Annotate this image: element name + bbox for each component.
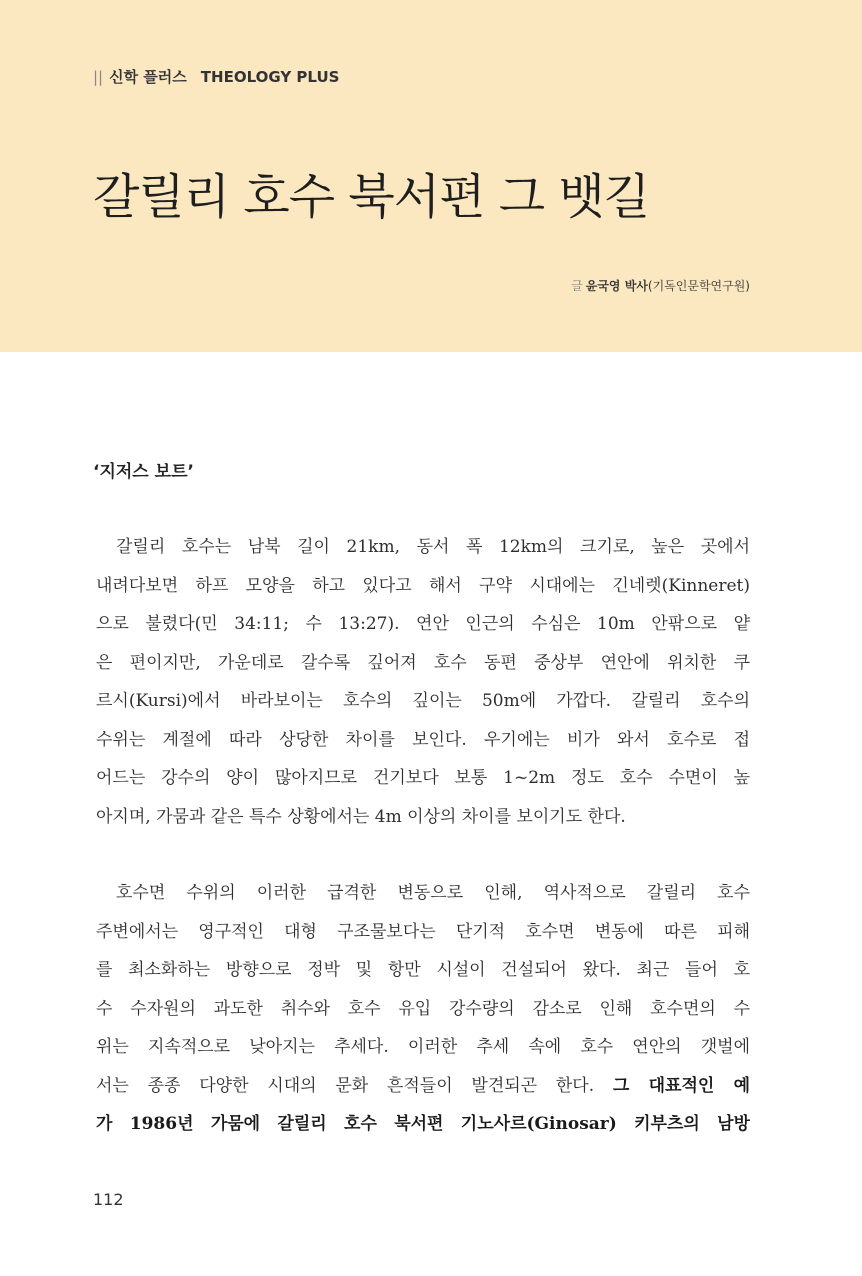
paragraph-text: 서는 종종 다양한 시대의 문화 흔적들이 발견되곤 한다. <box>96 1075 595 1096</box>
paragraph-line: 수 수자원의 과도한 취수와 호수 유입 강수량의 감소로 인해 호수면의 수 <box>96 998 750 1019</box>
author-affiliation: (기독인문학연구원) <box>647 279 750 293</box>
paragraph-line: 으로 불렸다(민 34:11; 수 13:27). 연안 인근의 수심은 10m 안팎으로 얕 <box>96 614 750 634</box>
emphasized-line: 가 1986년 가뭄에 갈릴리 호수 북서편 기노사르(Ginosar) 키부츠의 남방 <box>96 1114 750 1134</box>
section-name-ko: 신학 플러스 <box>109 68 187 86</box>
paragraph-line <box>96 1067 750 1106</box>
paragraph-line: 를 최소화하는 방향으로 정박 및 항만 시설이 건설되어 왔다. 최근 들어 호 <box>96 960 750 980</box>
author-name: 윤국영 박사 <box>585 279 648 293</box>
author-mark: 글 <box>571 279 583 293</box>
section-subheading: ‘지저스 보트’ <box>93 462 194 482</box>
paragraph-line: 갈릴리 호수는 남북 길이 21km, 동서 폭 12km의 크기로, 높은 곳에서 <box>116 537 750 557</box>
paragraph-line: 주변에서는 영구적인 대형 구조물보다는 단기적 호수면 변동에 따른 피해 <box>96 921 750 942</box>
emphasized-text: 그 대표적인 예 <box>612 1075 750 1096</box>
author-byline <box>571 277 750 294</box>
paragraph-line: 아지며, 가뭄과 같은 특수 상황에서는 4m 이상의 차이를 보이기도 한다. <box>96 806 626 827</box>
paragraph-line: 위는 지속적으로 낮아지는 추세다. 이러한 추세 속에 호수 연안의 갯벌에 <box>96 1037 750 1057</box>
paragraph-line: 은 편이지만, 가운데로 갈수록 깊어져 호수 동편 중상부 연안에 위치한 쿠 <box>96 652 750 673</box>
page-number: 112 <box>93 1190 124 1209</box>
section-divider: || <box>93 68 104 86</box>
section-name-en: THEOLOGY PLUS <box>200 68 340 86</box>
paragraph-line: 르시(Kursi)에서 바라보이는 호수의 깊이는 50m에 가깝다. 갈릴리 호수의 <box>96 691 750 711</box>
paragraph-2 <box>96 874 750 1144</box>
paragraph-line: 수위는 계절에 따라 상당한 차이를 보인다. 우기에는 비가 와서 호수로 접 <box>96 729 750 750</box>
paragraph-line: 호수면 수위의 이러한 급격한 변동으로 인해, 역사적으로 갈릴리 호수 <box>116 883 750 903</box>
section-label <box>93 66 339 87</box>
paragraph-line: 내려다보면 하프 모양을 하고 있다고 해서 구약 시대에는 긴네렛(Kinneret) <box>96 575 750 596</box>
paragraph-line: 어드는 강수의 양이 많아지므로 건기보다 보통 1~2m 정도 호수 수면이 높 <box>96 768 750 788</box>
page-title: 갈릴리 호수 북서편 그 뱃길 <box>93 169 650 225</box>
paragraph-1 <box>96 528 750 836</box>
